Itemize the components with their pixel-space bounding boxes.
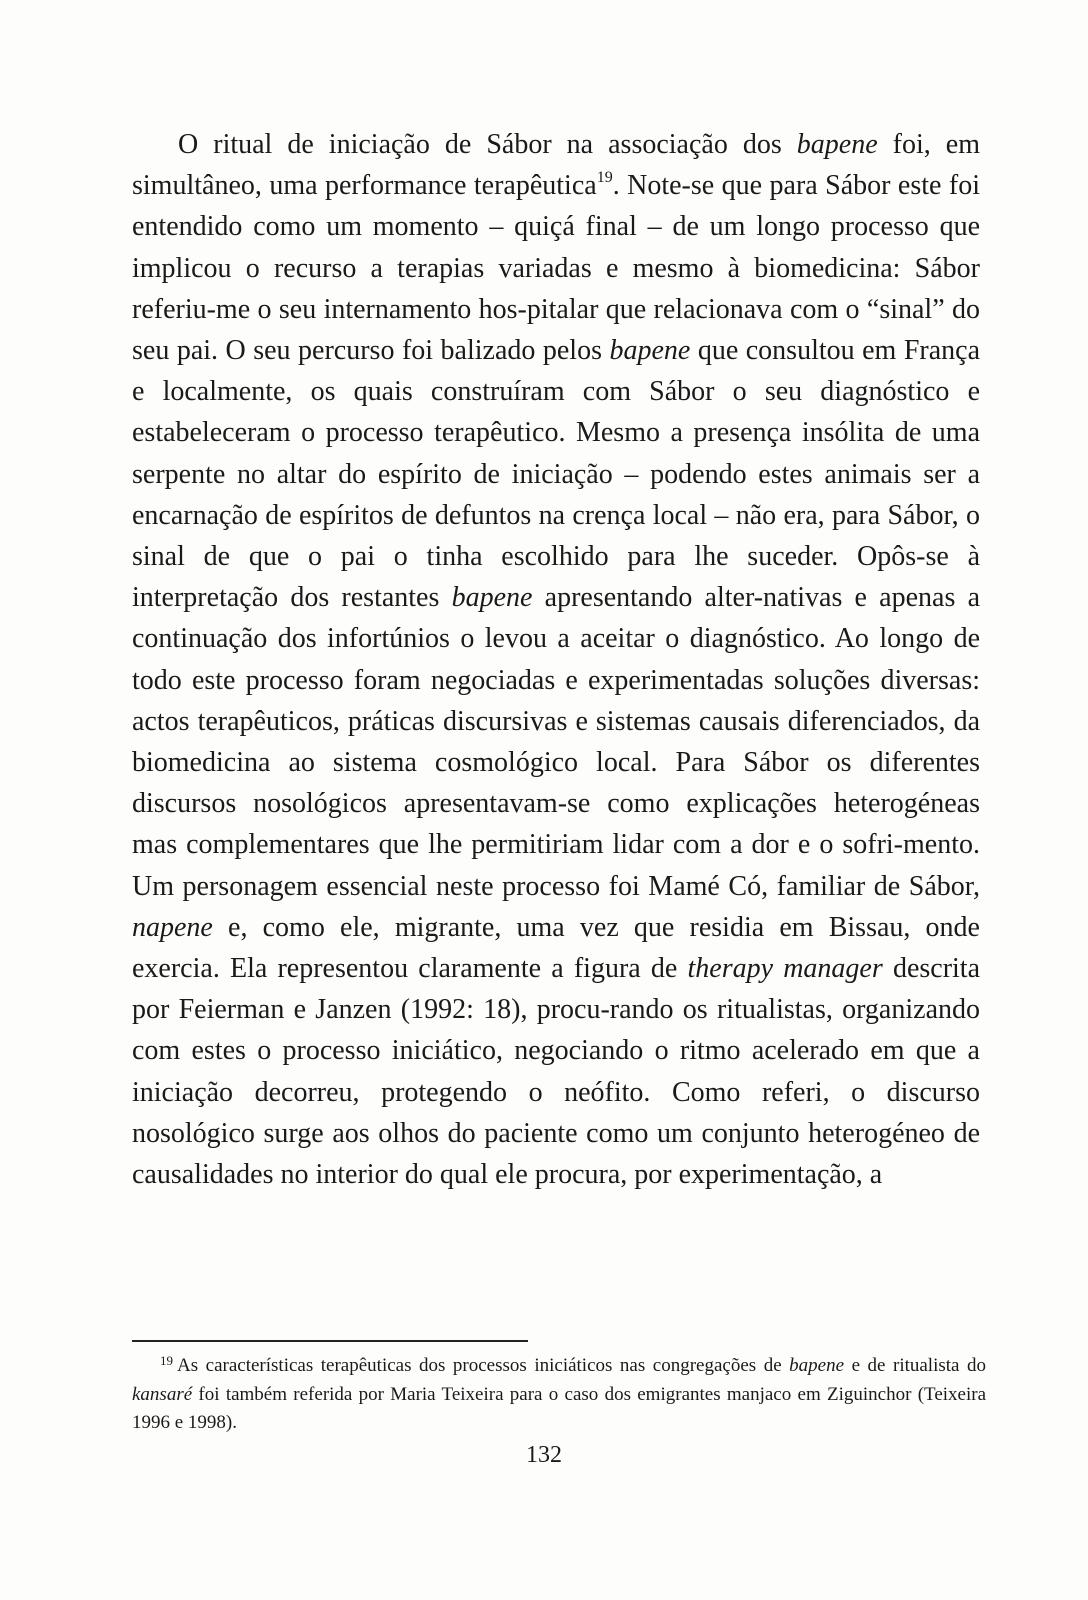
footnote-text-run: e de ritualista do	[844, 1355, 986, 1376]
body-text-run: e, como ele, migrante, uma vez que residia em Bissau, onde exercia. Ela representou claramente a figura de	[132, 911, 980, 985]
term-bapene: bapene	[789, 1355, 845, 1376]
footnote-text-run: foi também referida por Maria Teixeira para o caso dos emigrantes manjaco em Ziguinchor (Teixeira 1996 e 1998).	[132, 1383, 986, 1433]
term-bapene: bapene	[451, 582, 533, 614]
body-text-run: . Note-se que para Sábor este foi entendido como um momento – quiçá final – de um longo processo que implicou o recurso a terapias variadas e mesmo à biomedicina: Sábor referiu-me o seu internamento hos-pitalar que relacionava com o “sinal” do seu pai. O seu percurso foi balizado pelos	[132, 170, 980, 367]
term-bapene: bapene	[609, 335, 691, 367]
footnote-text-run: As características terapêuticas dos processos iniciáticos nas congregações de	[177, 1355, 790, 1376]
body-text-run: que consultou em França e localmente, os quais construíram com Sábor o seu diagnóstico e estabeleceram o processo terapêutico. Mesmo a presença insólita de uma serpente no altar do espírito de iniciação – podendo estes animais ser a encarnação de espíritos de defuntos na crença local – não era, para Sábor, o sinal de que o pai o tinha escolhido para lhe suceder. Opôs-se à interpretação dos restantes	[132, 335, 980, 614]
body-paragraph	[132, 124, 980, 1195]
term-therapy-manager: therapy manager	[687, 953, 883, 985]
footnote-reference[interactable]: 19	[596, 169, 613, 187]
footnote-marker: 19	[160, 1353, 173, 1368]
page-number: 132	[526, 1442, 562, 1468]
body-text-run: foi, em simultâneo, uma performance terapêutica	[132, 129, 980, 202]
term-kansare: kansaré	[132, 1383, 193, 1405]
footnote-19	[132, 1352, 986, 1438]
footnote-separator	[132, 1340, 528, 1342]
body-text-run: O ritual de iniciação de Sábor na associação dos	[178, 129, 797, 160]
body-text-run: apresentando alter-nativas e apenas a continuação dos infortúnios o levou a aceitar o diagnóstico. Ao longo de todo este processo foram negociadas e experimentadas soluções diversas: actos terapêuticos, práticas discursivas e sistemas causais diferenciados, da biomedicina ao sistema cosmológico local. Para Sábor os diferentes discursos nosológicos apresentavam-se como explicações heterogéneas mas complementares que lhe permitiriam lidar com a dor e o sofri-mento. Um personagem essencial neste processo foi Mamé Có, familiar de Sábor,	[132, 582, 980, 902]
body-text-run: descrita por Feierman e Janzen (1992: 18), procu-rando os ritualistas, organizando com estes o processo iniciático, negociando o ritmo acelerado em que a iniciação decorreu, protegendo o neófito. Como referi, o discurso nosológico surge aos olhos do paciente como um conjunto heterogéneo de causalidades no interior do qual ele procura, por experimentação, a	[132, 953, 981, 1191]
term-bapene: bapene	[796, 129, 878, 160]
term-napene: napene	[132, 911, 213, 943]
